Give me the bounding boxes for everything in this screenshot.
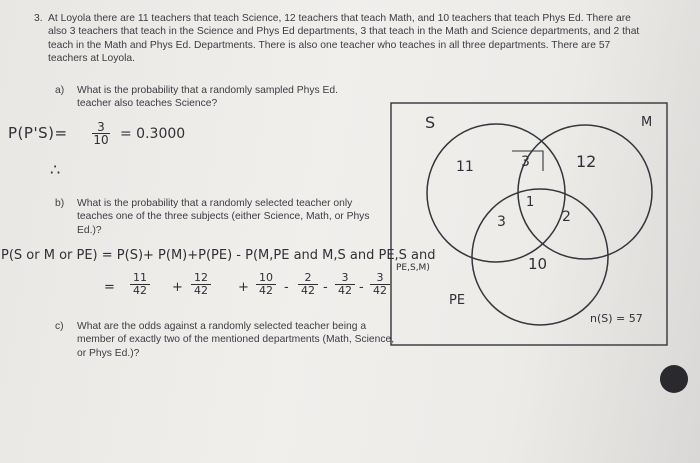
fraction-operator: = bbox=[104, 280, 115, 295]
venn-label-m: M bbox=[641, 115, 653, 130]
venn-pe-only: 10 bbox=[528, 255, 548, 273]
fraction-numerator: 10 bbox=[256, 272, 276, 285]
fraction-operator: - bbox=[284, 280, 289, 295]
fraction-denominator: 42 bbox=[133, 284, 147, 297]
fraction-operator: - bbox=[359, 280, 364, 295]
part-a-answer-lhs: P(P'S)= bbox=[8, 124, 68, 142]
question-number: 3. bbox=[34, 13, 43, 24]
fraction-denominator: 42 bbox=[373, 284, 387, 297]
fraction-numerator: 12 bbox=[191, 272, 211, 285]
part-a-answer-rhs: = 0.3000 bbox=[120, 126, 186, 142]
venn-total: n(S) = 57 bbox=[590, 312, 643, 325]
venn-circle-science bbox=[427, 124, 565, 262]
fraction-operator: - bbox=[323, 280, 328, 295]
part-a-label: a) bbox=[55, 85, 65, 96]
fraction-operator: + bbox=[172, 280, 183, 295]
fraction-denominator: 42 bbox=[338, 284, 352, 297]
part-a-denominator: 10 bbox=[93, 133, 109, 147]
venn-all-three: 1 bbox=[526, 195, 535, 210]
fraction-numerator: 11 bbox=[130, 272, 150, 285]
venn-science-only: 11 bbox=[456, 159, 474, 175]
part-c-text: What are the odds against a randomly selected teacher being a member of exactly two of the mentioned departments (Math, Science, or Phys Ed.)? bbox=[77, 321, 395, 359]
page-corner-dot bbox=[660, 365, 688, 393]
venn-science-pe: 3 bbox=[497, 214, 506, 230]
part-b-equation-tail: PE,S,M) bbox=[396, 263, 430, 273]
fraction-numerator: 2 bbox=[298, 272, 318, 285]
question-text: At Loyola there are 11 teachers that teach Science, 12 teachers that teach Math, and 10 teachers that teach Phys Ed. There are also 3 teachers that teach in the Science and Phys Ed departments, 3 that teach in the Math and Science departments, and 2 that teach in the Math and Phys Ed. Departments. There is also one teacher who teaches in all three departments. There are 57 teachers at Loyola. bbox=[48, 13, 640, 65]
therefore-symbol: ∴ bbox=[50, 160, 61, 179]
venn-label-pe: PE bbox=[449, 293, 466, 308]
fraction-denominator: 42 bbox=[259, 284, 273, 297]
venn-circle-math bbox=[518, 125, 652, 259]
fraction-numerator: 3 bbox=[335, 272, 355, 285]
venn-label-s: S bbox=[425, 113, 436, 132]
fraction-numerator: 3 bbox=[370, 272, 390, 285]
part-b-label: b) bbox=[55, 198, 65, 209]
part-c-label: c) bbox=[55, 321, 64, 332]
venn-math-only: 12 bbox=[576, 152, 597, 171]
part-a-numerator: 3 bbox=[92, 121, 110, 134]
venn-math-pe: 2 bbox=[562, 209, 571, 225]
fraction-denominator: 42 bbox=[301, 284, 315, 297]
part-b-text: What is the probability that a randomly selected teacher only teaches one of the three subjects (either Science, Math, or Phys Ed.)? bbox=[77, 198, 370, 236]
part-b-equation-line: P(S or M or PE) = P(S)+ P(M)+P(PE) - P(M,PE and M,S and PE,S and bbox=[1, 248, 436, 263]
fraction-operator: + bbox=[238, 280, 249, 295]
venn-science-math: 3 bbox=[521, 154, 530, 170]
part-a-text: What is the probability that a randomly sampled Phys Ed. teacher also teaches Science? bbox=[77, 85, 338, 110]
fraction-denominator: 42 bbox=[194, 284, 208, 297]
